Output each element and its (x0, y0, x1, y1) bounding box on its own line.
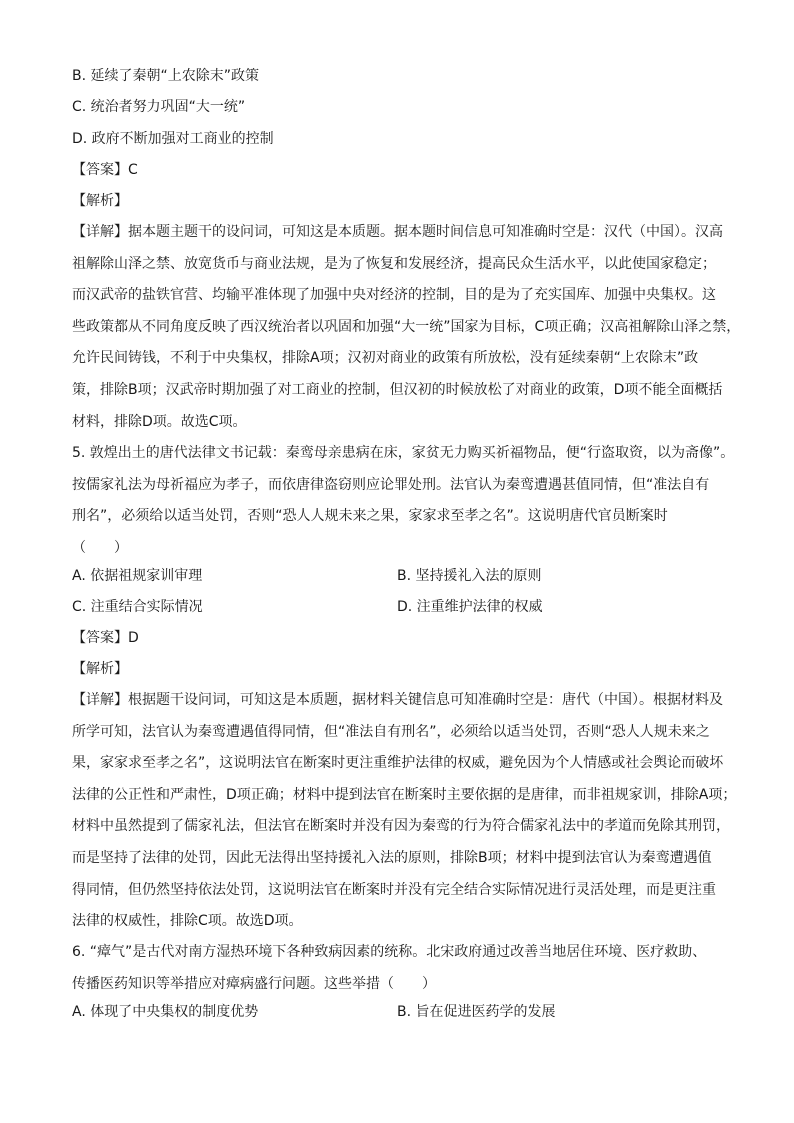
detail-line: 法律的权威性，排除C项。故选D项。 (72, 913, 303, 930)
q4-option-d: D. 政府不断加强对工商业的控制 (72, 131, 274, 147)
stem-line: 传播医药知识等举措应对瘴病盛行问题。这些举措（ ） (72, 975, 436, 992)
q5-option-b: B. 坚持援礼入法的原则 (397, 568, 542, 584)
q5-detail (72, 685, 737, 938)
detail-line: 祖解除山泽之禁、放宽货币与商业法规，是为了恢复和发展经济，提高民众生活水平，以此使国家稳定； (72, 255, 716, 272)
q4-detail (72, 217, 741, 438)
q5-stem (72, 438, 734, 564)
detail-line: 而是坚持了法律的处罚，因此无法得出坚持援礼入法的原则，排除B项；材料中提到法官认为秦鸾遭遇值 (72, 849, 712, 866)
answer-tag: 【答案】 (72, 630, 128, 646)
q6-stem (72, 937, 734, 1000)
stem-line: 5. 敦煌出土的唐代法律文书记载：秦鸾母亲患病在床，家贫无力购买祈福物品，便“行盗取资，以为斋像”。 (72, 445, 735, 461)
q5-option-a: A. 依据祖规家训审理 (72, 568, 203, 584)
detail-line: 材料，排除D项。故选C项。 (72, 413, 247, 430)
stem-line: （ ） (72, 539, 128, 556)
detail-line: 策，排除B项；汉武帝时期加强了对工商业的控制，但汉初的时候放松了对商业的政策，D项不能全面概括 (72, 381, 723, 398)
q5-option-d: D. 注重维护法律的权威 (397, 599, 543, 615)
detail-line: 【详解】据本题主题干的设问词，可知这是本质题。据本题时间信息可知准确时空是：汉代（中国）。汉高 (72, 224, 723, 240)
stem-line: 6. “瘴气”是古代对南方湿热环境下各种致病因素的统称。北宋政府通过改善当地居住环境、医疗救助、 (72, 944, 707, 960)
q5-answer-line (72, 628, 139, 648)
detail-line: 果，家家求至孝之名”，这说明法官在断案时更注重维护法律的权威，避免因为个人情感或社会舆论而破坏 (72, 755, 724, 772)
q6-option-b: B. 旨在促进医药学的发展 (397, 1004, 556, 1020)
detail-line: 法律的公正性和严肃性，D项正确；材料中提到法官在断案时主要依据的是唐律，而非祖规家训，排除A项； (72, 786, 737, 803)
stem-line: 按儒家礼法为母祈福应为孝子，而依唐律盗窃则应论罪处刑。法官认为秦鸾遭遇甚值同情，但“准法自有 (72, 476, 710, 493)
q4-option-c: C. 统治者努力巩固“大一统” (72, 99, 246, 115)
answer-value: C (128, 162, 138, 178)
q4-analysis-tag: 【解析】 (72, 193, 128, 209)
detail-line: 材料中虽然提到了儒家礼法，但法官在断案时并没有因为秦鸾的行为符合儒家礼法中的孝道而免除其刑罚， (72, 818, 730, 835)
answer-value: D (128, 630, 139, 646)
detail-line: 而汉武帝的盐铁官营、均输平准体现了加强中央对经济的控制，目的是为了充实国库、加强中央集权。这 (72, 287, 716, 304)
stem-line: 刑名”，必须给以适当处罚，否则“恐人人规未来之果，家家求至孝之名”。这说明唐代官员断案时 (72, 508, 668, 525)
detail-line: 得同情，但仍然坚持依法处罚，这说明法官在断案时并没有完全结合实际情况进行灵活处理，而是更注重 (72, 881, 716, 898)
q6-option-a: A. 体现了中央集权的制度优势 (72, 1004, 259, 1020)
detail-line: 【详解】根据题干设问词，可知这是本质题，据材料关键信息可知准确时空是：唐代（中国）。根据材料及 (72, 692, 723, 708)
detail-line: 允许民间铸钱，不利于中央集权，排除A项；汉初对商业的政策有所放松，没有延续秦朝“上农除末”政 (72, 350, 699, 367)
q5-analysis-tag: 【解析】 (72, 661, 128, 677)
q4-option-b: B. 延续了秦朝“上农除末”政策 (72, 68, 260, 84)
answer-tag: 【答案】 (72, 162, 128, 178)
detail-line: 些政策都从不同角度反映了西汉统治者以巩固和加强“大一统”国家为目标，C项正确；汉高祖解除山泽之禁， (72, 318, 741, 335)
q5-option-c: C. 注重结合实际情况 (72, 599, 203, 615)
detail-line: 所学可知，法官认为秦鸾遭遇值得同情，但“准法自有刑名”，必须给以适当处罚，否则“恐人人规未来之 (72, 723, 710, 740)
q4-answer-line (72, 160, 138, 180)
